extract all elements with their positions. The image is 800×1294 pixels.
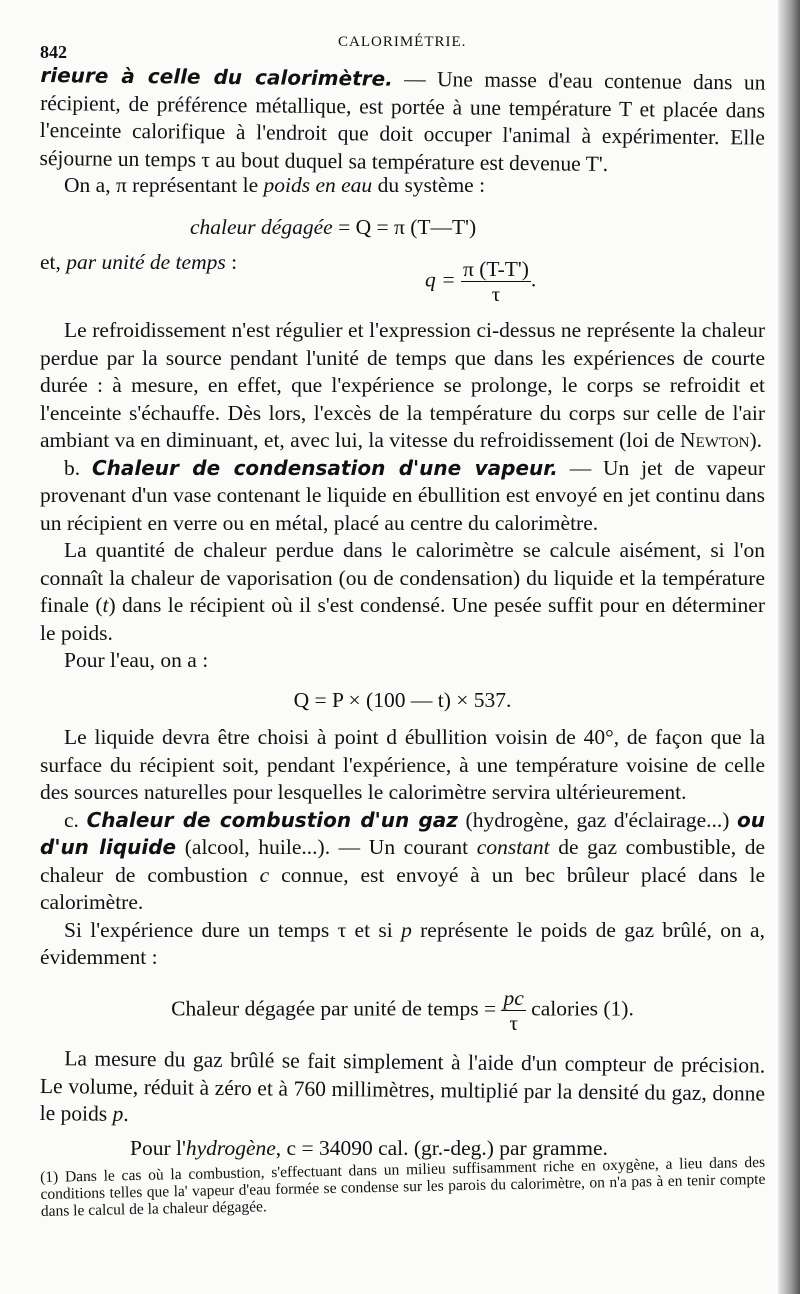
section-b-label: b. — [64, 455, 92, 480]
mesure-p: p — [112, 1101, 124, 1126]
eq2-numerator: π (T-T') — [463, 257, 529, 281]
section-c-title: Chaleur de combustion d'un gaz — [86, 807, 458, 832]
section-c-constant: constant — [476, 835, 550, 859]
eq4-denominator: τ — [509, 1010, 518, 1035]
section-b-title: Chaleur de condensation d'une vapeur. — [91, 455, 558, 480]
running-title: CALORIMÉTRIE. — [338, 34, 467, 50]
equation-chaleur — [40, 214, 765, 242]
mesure-text: La mesure du gaz brûlé se fait simplement à l'aide d'un compteur de précision. Le volume, réduit à zéro et à 760 millimètres, multiplié par la densité du gaz, donne le poids — [39, 1045, 766, 1126]
newton-name: Newton — [680, 428, 750, 452]
refroid-text2: ). — [749, 428, 762, 452]
on-a-em: poids en eau — [263, 173, 373, 197]
equation-eau: Q = P × (100 — t) × 537. — [293, 687, 512, 712]
page-header — [38, 30, 758, 60]
si-paragraph — [40, 917, 765, 972]
eq5-em: hydrogène — [185, 1136, 276, 1160]
page-body — [40, 62, 765, 1220]
page-number: 842 — [40, 42, 67, 62]
section-c-mid: de gaz combustible, de chaleur de combustion — [40, 835, 765, 887]
eq5-post: , c = 34090 cal. (gr.-deg.) par gramme. — [275, 1136, 608, 1160]
section-c-c: c — [259, 862, 270, 887]
section-c-paren1: (hydrogène, gaz d'éclairage...) — [457, 807, 738, 832]
si-pre: Si l'expérience dure un temps τ et si — [64, 917, 402, 942]
eq1-lhs: chaleur dégagée — [190, 214, 333, 239]
eau-paragraph: Pour l'eau, on a : — [64, 648, 209, 672]
section-c-ou: ou d'un liquide — [40, 807, 766, 859]
eq5-pre: Pour l' — [130, 1136, 186, 1160]
intro-paragraph — [39, 62, 765, 180]
si-p: p — [401, 917, 412, 942]
eq4-fraction — [501, 986, 525, 1035]
eq2-denominator: τ — [491, 282, 501, 306]
si-post: représente le poids de gaz brûlé, on a, évidemment : — [40, 917, 765, 969]
section-b-paragraph — [40, 455, 765, 538]
quantite-paragraph — [40, 537, 765, 647]
eq4-rhs: calories (1). — [525, 995, 634, 1020]
quantite-post: ) dans le récipient où il s'est condensé. Une pesée suffit pour en déterminer le poids. — [40, 593, 765, 645]
intro-rest: — Une masse d'eau contenue dans un récipient, de préférence métallique, est portée à une température T et placée dans l'enceinte calorifique à l'endroit que doit occuper l'animal à expérimenter. Elle séjourne un temps τ au bout duquel sa température est devenue T'. — [39, 66, 766, 176]
eq2-lead — [40, 249, 237, 277]
section-c-end: connue, est envoyé à un bec brûleur placé dans le calorimètre. — [40, 862, 766, 914]
eq2-math — [425, 257, 536, 306]
eq2-post: : — [225, 250, 238, 274]
section-c-paren2: (alcool, huile...). — Un courant — [176, 835, 477, 859]
eq4-numerator: pc — [503, 985, 524, 1010]
eq2-pre: et, — [40, 250, 67, 274]
eq2-q: q = — [425, 267, 462, 292]
footnote: (1) Dans le cas où la combustion, s'effectuant dans un milieu suffisamment riche en oxygène, a lieu dans des conditions telles que la' vapeur d'eau formée se condense sur les parois du calorimètre, on n'a pas à en tenir compte dans le calcul de la chaleur dégagée. — [40, 1153, 766, 1220]
eq1-rhs: = Q = π (T—T') — [332, 214, 477, 239]
mesure-paragraph — [40, 1045, 766, 1135]
refroidissement-paragraph — [40, 317, 765, 455]
equation-per-unit-time — [40, 249, 765, 305]
liquide-paragraph: Le liquide devra être choisi à point d ébullition voisin de 40°, de façon que la surface du récipient soit, pendant l'expérience, à une température voisine de celle des sources naturelles pour lesquelles le calorimètre servira ultérieurement. — [40, 725, 765, 804]
on-a-post: du système : — [372, 173, 486, 197]
eq4-lhs: Chaleur dégagée par unité de temps = — [171, 995, 502, 1020]
refroid-text1: Le refroidissement n'est régulier et l'expression ci-dessus ne représente la chaleur perdue par la source pendant l'unité de temps que dans les expériences de courte durée : à mesure, en effet, que l'expérience se prolonge, le corps se refroidit et l'enceinte s'échauffe. Dès lors, l'excès de la température du corps sur celle de l'air ambiant va en diminuant, et, avec lui, la vitesse du refroidissement (loi de — [40, 318, 765, 452]
section-b-rest: — Un jet de vapeur provenant d'un vase contenant le liquide en ébullition est envoyé en jet continu dans un récipient en verre ou en métal, placé au centre du calorimètre. — [40, 455, 766, 535]
intro-lead: rieure à celle du calorimètre. — [40, 63, 393, 91]
section-c-label: c. — [64, 807, 87, 832]
section-c-paragraph — [40, 807, 765, 917]
page-edge-shadow — [778, 0, 800, 1294]
eq2-fraction — [461, 257, 531, 306]
eq2-end: . — [530, 267, 537, 292]
quantite-t: t — [102, 593, 109, 617]
eq2-em: par unité de temps — [66, 250, 226, 274]
mesure-end: . — [123, 1101, 129, 1126]
quantite-pre: La quantité de chaleur perdue dans le calorimètre se calcule aisément, si l'on connaît la chaleur de vaporisation (ou de condensation) du liquide et la température finale ( — [40, 538, 765, 617]
equation-combustion — [40, 986, 765, 1035]
on-a-pre: On a, π représentant le — [64, 173, 264, 197]
